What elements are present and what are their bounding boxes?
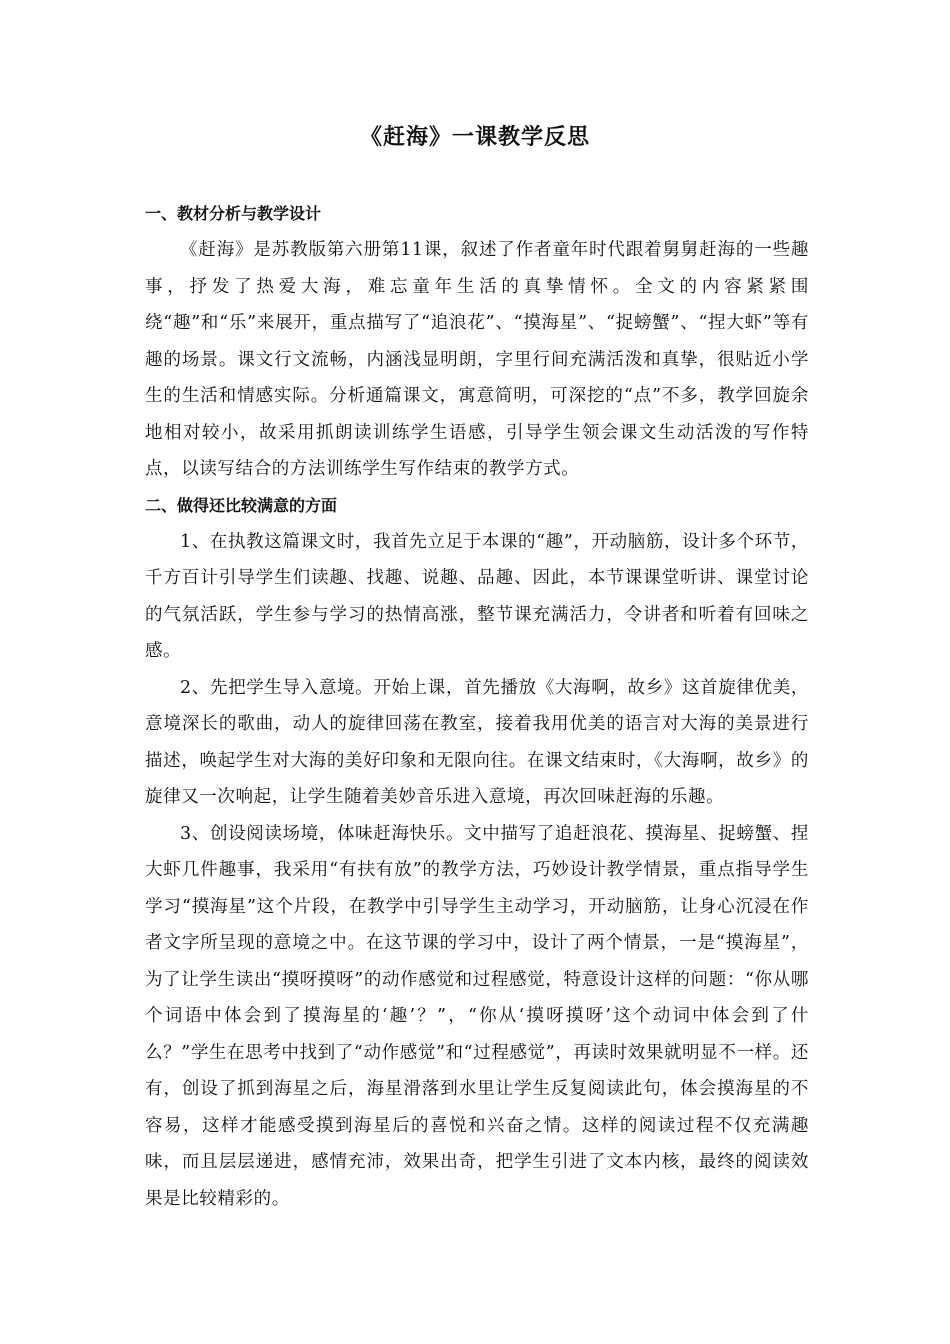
section-heading-satisfied: 二、做得还比较满意的方面 — [145, 495, 338, 515]
paragraph-point-1: 1、在执教这篇课文时，我首先立足于本课的“趣”，开动脑筋，设计多个环节，千方百计引导学生们读趣、找趣、说趣、品趣、因此，本节课课堂听讲、课堂讨论的气氛活跃，学生参与学习的热情高涨，整节课充满活力，令讲者和听着有回味之感。 — [145, 531, 809, 661]
paragraph-point-3: 3、创设阅读场境，体味赶海快乐。文中描写了追赶浪花、摸海星、捉螃蟹、捏大虾几件趣事，我采用“有扶有放”的教学方法，巧妙设计教学情景，重点指导学生学习“摸海星”这个片段，在教学中引导学生主动学习，开动脑筋，让身心沉浸在作者文字所呈现的意境之中。在这节课的学习中，设计了两个情景，一是“摸海星”，为了让学生读出“摸呀摸呀”的动作感觉和过程感觉，特意设计这样的问题：“你从哪个词语中体会到了摸海星的‘趣’？”，“你从‘摸呀摸呀’这个动词中体会到了什么？”学生在思考中找到了“动作感觉”和“过程感觉”，再读时效果就明显不一样。还有，创设了抓到海星之后，海星滑落到水里让学生反复阅读此句，体会摸海星的不容易，这样才能感受摸到海星后的喜悦和兴奋之情。这样的阅读过程不仅充满趣味，而且层层递进，感情充沛，效果出奇，把学生引进了文本内核，最终的阅读效果是比较精彩的。 — [145, 823, 809, 1209]
paragraph-point-2: 2、先把学生导入意境。开始上课，首先播放《大海啊，故乡》这首旋律优美，意境深长的歌曲，动人的旋律回荡在教室，接着我用优美的语言对大海的美景进行描述，唤起学生对大海的美好印象和无限向往。在课文结束时，《大海啊，故乡》的旋律又一次响起，让学生随着美妙音乐进入意境，再次回味赶海的乐趣。 — [145, 677, 809, 807]
document-title: 《赶海》一课教学反思 — [359, 125, 590, 150]
section-heading-analysis: 一、教材分析与教学设计 — [145, 204, 322, 223]
paragraph-analysis: 《赶海》是苏教版第六册第11课，叙述了作者童年时代跟着舅舅赶海的一些趣事，抒发了热爱大海，难忘童年生活的真挚情怀。全文的内容紧紧围绕“趣”和“乐”来展开，重点描写了“追浪花”、“摸海星”、“捉螃蟹”、“捏大虾”等有趣的场景。课文行文流畅，内涵浅显明朗，字里行间充满活泼和真挚，很贴近小学生的生活和情感实际。分析通篇课文，寓意简明，可深挖的“点”不多，教学回旋余地相对较小，故采用抓朗读训练学生语感，引导学生领会课文生动活泼的写作特点，以读写结合的方法训练学生写作结束的教学方式。 — [145, 240, 809, 479]
document-body — [145, 196, 809, 1217]
